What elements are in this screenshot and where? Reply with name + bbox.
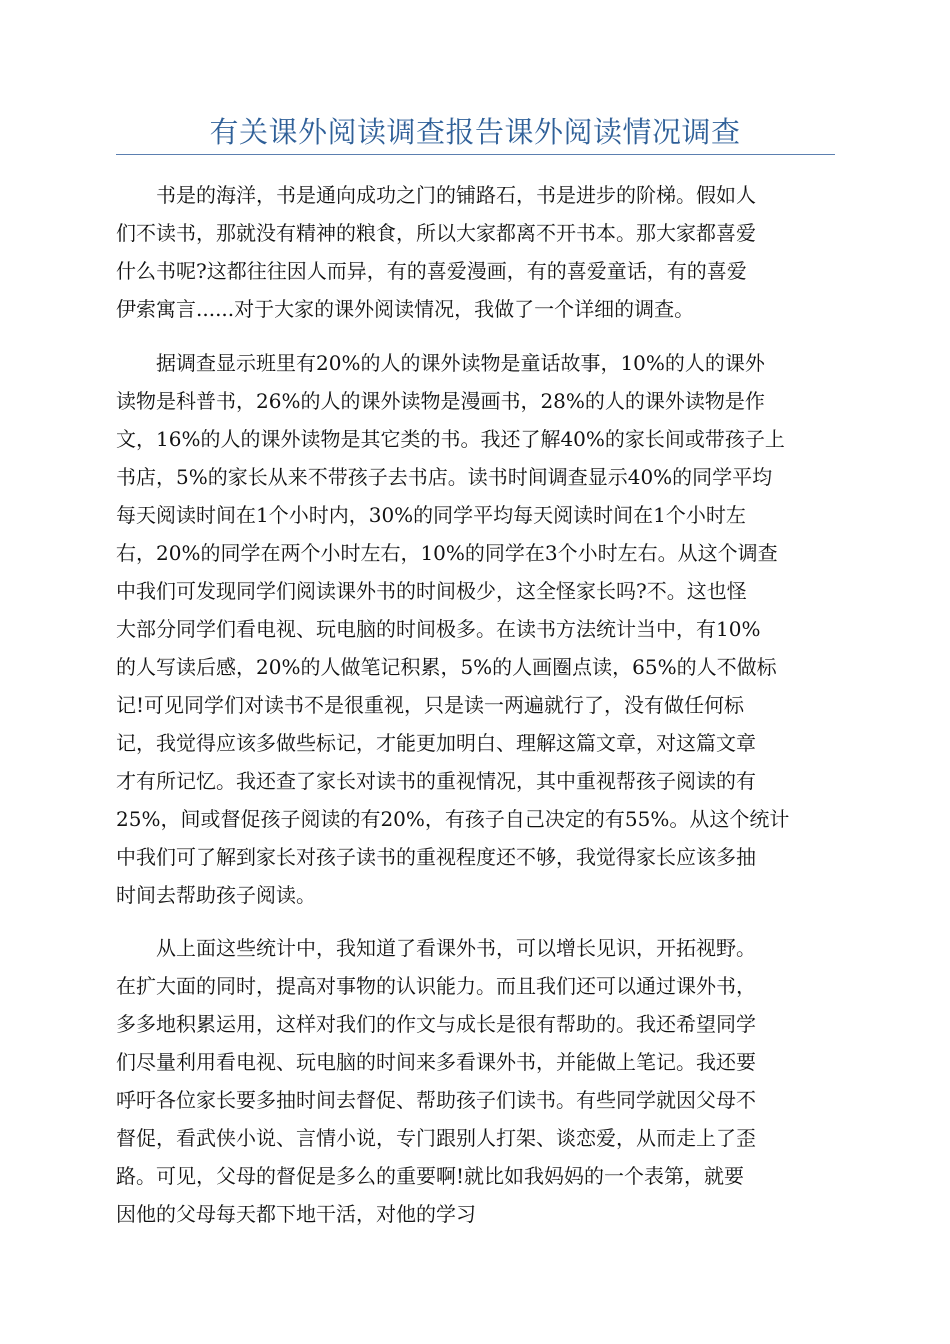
paragraph-line: 中我们可了解到家长对孩子读书的重视程度还不够，我觉得家长应该多抽	[116, 845, 756, 869]
paragraph-line: 每天阅读时间在1个小时内，30%的同学平均每天阅读时间在1个小时左	[116, 503, 746, 527]
paragraph-line: 大部分同学们看电视、玩电脑的时间极多。在读书方法统计当中，有10%	[116, 617, 761, 641]
paragraph-line: 在扩大面的同时，提高对事物的认识能力。而且我们还可以通过课外书，	[116, 974, 756, 998]
paragraph-line: 呼吁各位家长要多抽时间去督促、帮助孩子们读书。有些同学就因父母不	[116, 1088, 756, 1112]
paragraph-line: 右，20%的同学在两个小时左右，10%的同学在3个小时左右。从这个调查	[116, 541, 778, 565]
paragraph-line: 才有所记忆。我还查了家长对读书的重视情况，其中重视帮孩子阅读的有	[116, 769, 756, 793]
paragraph-line: 路。可见，父母的督促是多么的重要啊!就比如我妈妈的一个表第，就要	[116, 1164, 745, 1188]
title-underline	[116, 154, 835, 155]
paragraph-line: 时间去帮助孩子阅读。	[116, 883, 316, 907]
paragraph-line: 记!可见同学们对读书不是很重视，只是读一两遍就行了，没有做任何标	[116, 693, 745, 717]
paragraph-line: 的人写读后感，20%的人做笔记积累，5%的人画圈点读，65%的人不做标	[116, 655, 777, 679]
paragraph-line: 多多地积累运用，这样对我们的作文与成长是很有帮助的。我还希望同学	[116, 1012, 756, 1036]
paragraph-line: 们尽量利用看电视、玩电脑的时间来多看课外书，并能做上笔记。我还要	[116, 1050, 756, 1074]
paragraph-1	[116, 176, 834, 328]
paragraph-line: 据调查显示班里有20%的人的课外读物是童话故事，10%的人的课外	[116, 351, 765, 375]
paragraph-line: 从上面这些统计中，我知道了看课外书，可以增长见识，开拓视野。	[116, 936, 756, 960]
paragraph-line: 书是的海洋，书是通向成功之门的铺路石，书是进步的阶梯。假如人	[116, 183, 756, 207]
paragraph-line: 们不读书，那就没有精神的粮食，所以大家都离不开书本。那大家都喜爱	[116, 221, 756, 245]
paragraph-line: 文，16%的人的课外读物是其它类的书。我还了解40%的家长间或带孩子上	[116, 427, 785, 451]
paragraph-2	[116, 344, 834, 914]
document-title: 有关课外阅读调查报告课外阅读情况调查	[209, 115, 741, 149]
paragraph-line: 什么书呢?这都往往因人而异，有的喜爱漫画，有的喜爱童话，有的喜爱	[116, 259, 747, 283]
paragraph-line: 书店，5%的家长从来不带孩子去书店。读书时间调查显示40%的同学平均	[116, 465, 773, 489]
paragraph-line: 中我们可发现同学们阅读课外书的时间极少，这全怪家长吗?不。这也怪	[116, 579, 747, 603]
paragraph-line: 读物是科普书，26%的人的课外读物是漫画书，28%的人的课外读物是作	[116, 389, 765, 413]
paragraph-line: 记，我觉得应该多做些标记，才能更加明白、理解这篇文章，对这篇文章	[116, 731, 756, 755]
paragraph-3	[116, 929, 834, 1233]
paragraph-line: 因他的父母每天都下地干活，对他的学习	[116, 1202, 476, 1226]
paragraph-line: 督促，看武侠小说、言情小说，专门跟别人打架、谈恋爱，从而走上了歪	[116, 1126, 756, 1150]
paragraph-line: 25%，间或督促孩子阅读的有20%，有孩子自己决定的有55%。从这个统计	[116, 807, 790, 831]
paragraph-line: 伊索寓言......对于大家的课外阅读情况，我做了一个详细的调查。	[116, 297, 695, 321]
